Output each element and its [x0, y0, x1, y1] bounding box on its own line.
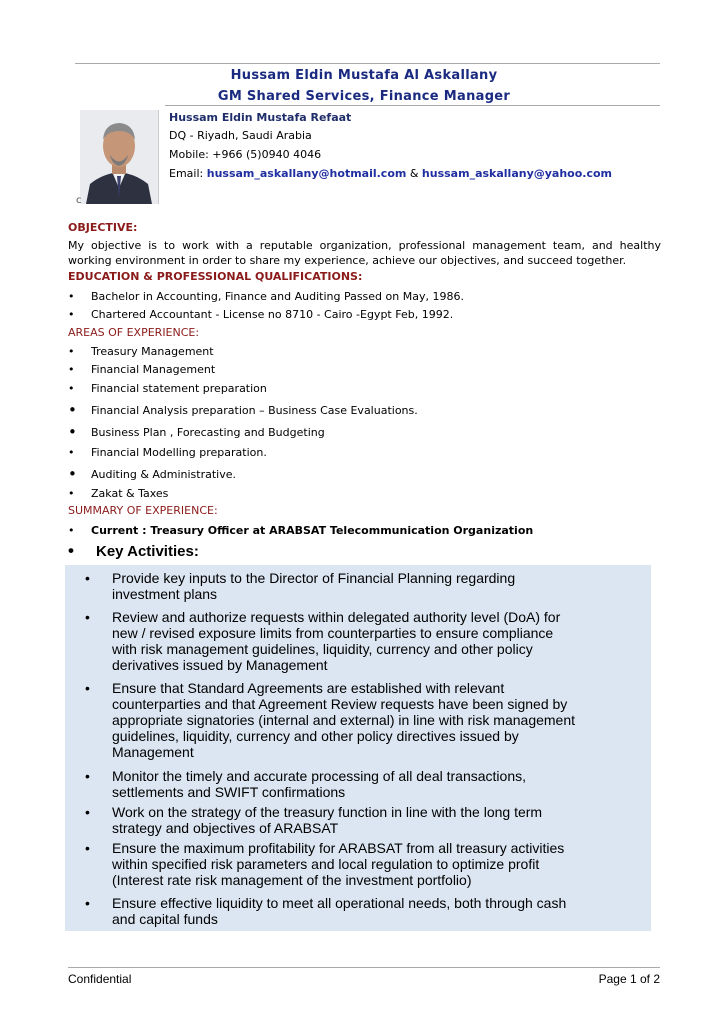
activity-item: • Ensure the maximum profitability for ARABSAT from all treasury activities within specified risk parameters and local regulation to optimize profit (Interest rate risk management of the investment portfolio)	[85, 840, 565, 888]
footer-confidential: Confidential	[68, 972, 132, 986]
activity-item: • Provide key inputs to the Director of Financial Planning regarding investment plans	[85, 570, 516, 602]
profile-photo	[80, 110, 159, 204]
page-title-role: GM Shared Services, Finance Manager	[217, 89, 511, 104]
education-heading: EDUCATION & PROFESSIONAL QUALIFICATIONS:	[68, 270, 363, 283]
page-title-name: Hussam Eldin Mustafa Al Askallany	[230, 68, 498, 83]
photo-caption-mark: c	[76, 195, 82, 206]
objective-heading: OBJECTIVE:	[68, 221, 138, 234]
header-rule-bottom	[165, 105, 660, 106]
activity-item: • Ensure effective liquidity to meet all operational needs, both through cash and capital funds	[85, 895, 567, 927]
portrait-image	[80, 110, 158, 204]
email-link-hotmail[interactable]: hussam_askallany@hotmail.com	[206, 167, 407, 180]
contact-location: DQ - Riyadh, Saudi Arabia	[169, 129, 312, 142]
contact-name: Hussam Eldin Mustafa Refaat	[169, 111, 352, 124]
areas-heading: AREAS OF EXPERIENCE:	[68, 326, 200, 339]
footer-page-number: Page 1 of 2	[598, 972, 660, 986]
footer-rule	[68, 967, 660, 968]
activity-item: • Work on the strategy of the treasury function in line with the long term strategy and objectives of ARABSAT	[85, 804, 543, 836]
activity-item: • Ensure that Standard Agreements are established with relevant counterparties and that Agreement Review requests have been signed by appropriate signatories (internal and external) in line with risk management guidelines, liquidity, currency and other policy directives issued by Management	[85, 680, 576, 760]
contact-mobile: Mobile: +966 (5)0940 4046	[169, 148, 322, 161]
email-label: Email:	[169, 167, 207, 180]
summary-heading: SUMMARY OF EXPERIENCE:	[68, 504, 218, 517]
email-link-yahoo[interactable]: hussam_askallany@yahoo.com	[421, 167, 612, 180]
email-separator: &	[406, 167, 422, 180]
activity-item: • Review and authorize requests within delegated authority level (DoA) for new / revised exposure limits from counterparties to ensure compliance with risk management guidelines, liquidity, currency and other policy derivatives issued by Management	[85, 609, 561, 673]
objective-text: My objective is to work with a reputable organization, professional management team, and healthy working environment in order to share my experience, achieve our objectives, and succeed together.	[68, 239, 661, 267]
activity-item: • Monitor the timely and accurate processing of all deal transactions, settlements and SWIFT confirmations	[85, 768, 526, 800]
header-rule-top	[75, 63, 660, 64]
contact-email	[169, 167, 612, 180]
